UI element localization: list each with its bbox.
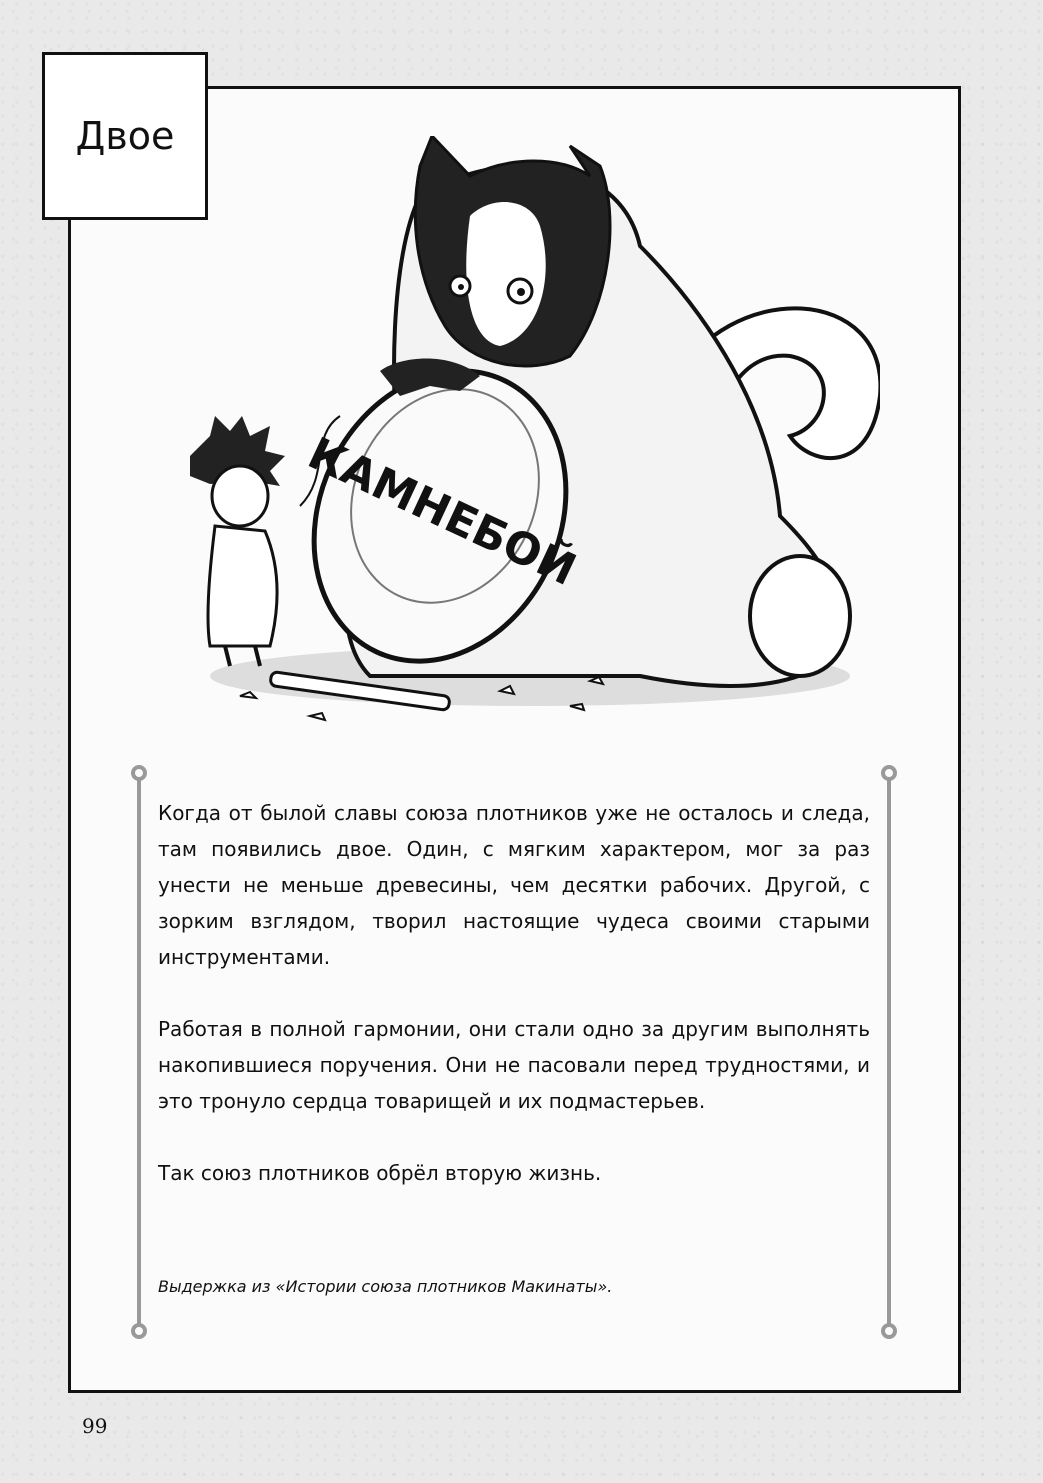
paragraph-1: Когда от былой славы союза плотников уже не осталось и следа, там появились двое. Один, с мягким характером, мог за раз унести не меньше древесины, чем десятки рабочих. Другой, с зорким взглядом, творил настоящие чудеса своими старыми инструментами.: [158, 801, 870, 969]
source-caption: Выдержка из «Истории союза плотников Макинаты».: [158, 1277, 613, 1296]
right-bracket: [880, 765, 898, 1340]
page-title: Двое: [75, 114, 175, 158]
paragraph-3: Так союз плотников обрёл вторую жизнь.: [158, 1161, 602, 1185]
creature-pupil-right: [517, 288, 525, 296]
sfx-text: КАМНЕБОЙ: [300, 427, 584, 596]
story-text: [158, 795, 870, 1227]
creature-pupil-left: [458, 284, 464, 290]
character-body: [208, 526, 277, 646]
page-number: 99: [82, 1414, 108, 1438]
character-face: [212, 466, 268, 526]
paragraph-2: Работая в полной гармонии, они стали одно за другим выполнять накопившиеся поручения. Они не пасовали перед трудностями, и это тронуло сердца товарищей и их подмастерьев.: [158, 1017, 870, 1113]
creature-hind-paw: [750, 556, 850, 676]
left-bracket: [130, 765, 148, 1340]
illustration: [170, 136, 880, 736]
